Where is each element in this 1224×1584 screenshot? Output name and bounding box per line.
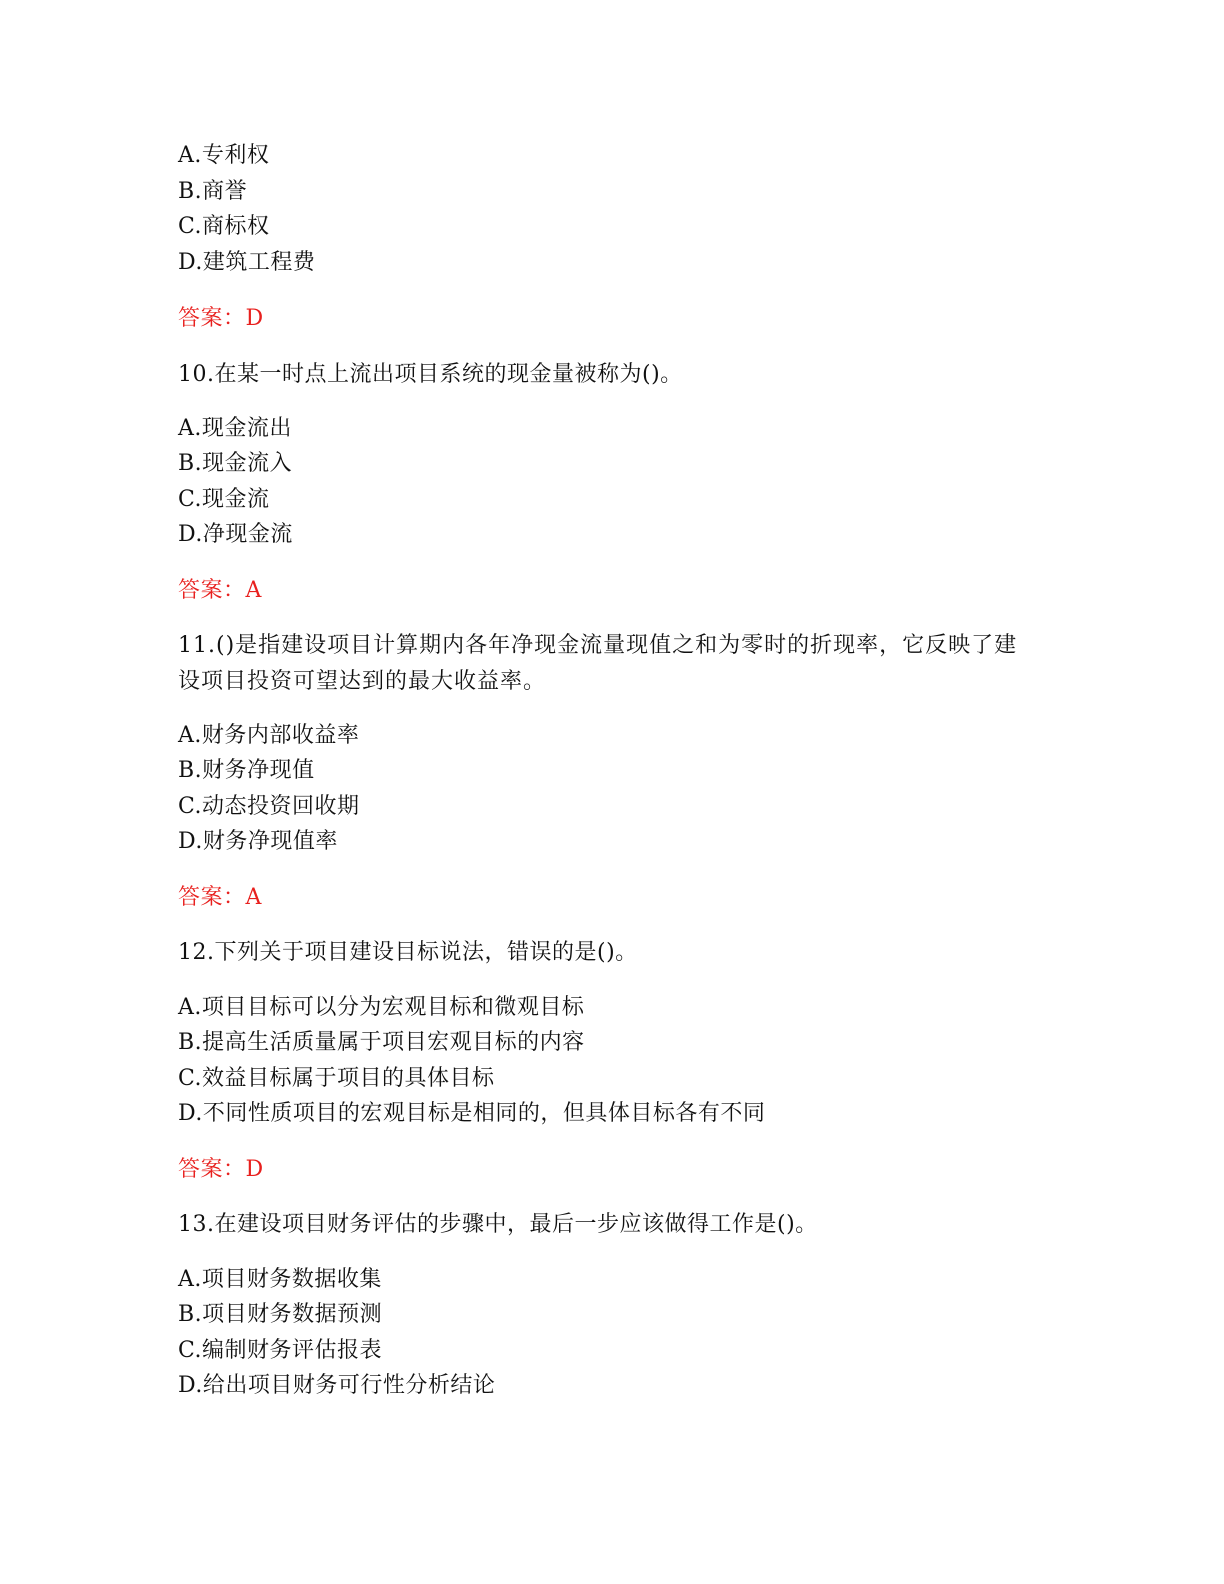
option-b: B.财务净现值 [178, 758, 315, 783]
option-d: D.净现金流 [178, 522, 293, 547]
question-text: 11.()是指建设项目计算期内各年净现金流量现值之和为零时的折现率，它反映了建设项目投资可望达到的最大收益率。 [178, 633, 1018, 694]
option-c: C.动态投资回收期 [178, 794, 360, 819]
option-a: A.项目财务数据收集 [178, 1267, 382, 1292]
option-b: B.商誉 [178, 179, 248, 204]
option-b: B.提高生活质量属于项目宏观目标的内容 [178, 1030, 585, 1055]
option-c: C.商标权 [178, 214, 270, 239]
answer-text: 答案：D [178, 1157, 264, 1182]
answer-text: 答案：A [178, 578, 262, 603]
option-c: C.现金流 [178, 487, 270, 512]
option-d: D.财务净现值率 [178, 829, 338, 854]
option-d: D.不同性质项目的宏观目标是相同的，但具体目标各有不同 [178, 1101, 766, 1126]
option-a: A.项目目标可以分为宏观目标和微观目标 [178, 995, 585, 1020]
answer-text: 答案：D [178, 306, 264, 331]
option-a: A.财务内部收益率 [178, 723, 360, 748]
option-c: C.效益目标属于项目的具体目标 [178, 1066, 495, 1091]
question-text: 12.下列关于项目建设目标说法，错误的是()。 [178, 940, 638, 965]
question-text: 13.在建设项目财务评估的步骤中，最后一步应该做得工作是()。 [178, 1212, 818, 1237]
option-a: A.现金流出 [178, 416, 292, 441]
question-text: 10.在某一时点上流出项目系统的现金量被称为()。 [178, 362, 683, 387]
option-c: C.编制财务评估报表 [178, 1338, 383, 1363]
option-a: A.专利权 [178, 143, 270, 168]
answer-text: 答案：A [178, 885, 262, 910]
option-b: B.项目财务数据预测 [178, 1302, 383, 1327]
option-d: D.给出项目财务可行性分析结论 [178, 1373, 496, 1398]
option-b: B.现金流入 [178, 451, 293, 476]
option-d: D.建筑工程费 [178, 250, 316, 275]
